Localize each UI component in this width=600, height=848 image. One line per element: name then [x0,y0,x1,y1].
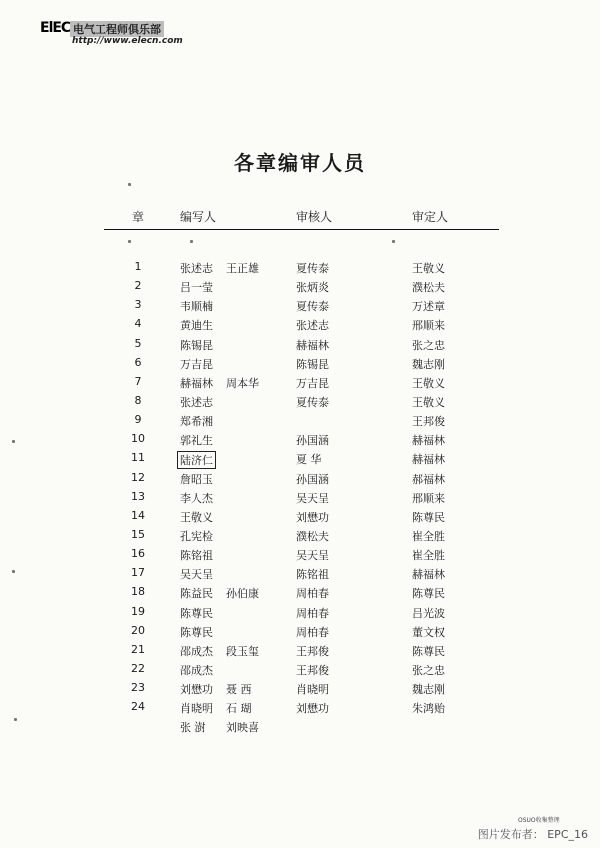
reviewer: 夏传泰 [296,395,329,409]
scan-speck [12,570,15,573]
table-row [0,624,600,643]
reviewer: 吴天呈 [296,491,329,505]
writer-primary: 陈益民 [180,587,213,601]
reviewer: 夏传泰 [296,300,329,314]
scan-speck [190,240,193,243]
table-row [0,279,600,298]
approver: 魏志刚 [412,683,445,697]
page-title: 各章编审人员 [234,151,366,175]
chapter-number: 16 [131,547,145,561]
chapter-number: 19 [131,604,145,618]
reviewer: 孙国涵 [296,472,329,486]
writer-primary: 邵成杰 [180,644,213,658]
reviewer: 周柏春 [296,606,329,620]
reviewer: 夏传泰 [296,262,329,275]
writer-primary: 孔宪检 [180,529,213,543]
header-rule [104,229,499,230]
approver: 邢顺来 [412,491,445,505]
writer-primary: 吕一莹 [180,281,213,295]
chapter-number: 3 [134,298,142,312]
reviewer: 肖晓明 [296,683,329,697]
table-row [0,337,600,356]
staff-table [0,260,600,739]
approver: 濮松夫 [412,281,445,295]
logo-url: http://www.elecn.com [72,36,183,46]
approver: 王敬义 [412,395,445,409]
header-chapter: 章 [132,210,145,224]
chapter-number: 17 [131,566,145,580]
table-row [0,643,600,662]
table-row [0,566,600,585]
reviewer: 陈锡昆 [296,357,329,371]
reviewer: 赫福林 [296,338,329,352]
writer-primary: 李人杰 [180,491,213,505]
table-row [0,260,600,279]
approver: 陈尊民 [412,510,445,524]
table-row [0,662,600,681]
writer-secondary: 刘映喜 [226,721,259,735]
header-reviewer: 审核人 [296,210,333,224]
reviewer: 张炳炎 [296,281,329,295]
reviewer: 濮松夫 [296,529,329,543]
writer-primary: 肖晓明 [180,702,213,716]
writer-primary: 陈铭祖 [180,549,213,563]
table-row [0,547,600,566]
writer-secondary: 石 瑚 [226,702,252,716]
writer-secondary: 王正雄 [226,262,259,275]
approver: 赫福林 [412,434,445,448]
table-row [0,394,600,413]
table-row [0,471,600,490]
approver: 万述章 [412,300,445,314]
table-row [0,356,600,375]
scan-speck [392,240,395,243]
table-row [0,490,600,509]
table-row [0,317,600,336]
chapter-number: 2 [134,279,142,293]
table-row [0,298,600,317]
writer-primary: 陈锡昆 [180,338,213,352]
chapter-number: 13 [131,489,145,503]
approver: 朱鸿贻 [412,702,445,716]
scan-speck [12,440,15,443]
chapter-number: 22 [131,661,145,675]
approver: 崔全胜 [412,529,445,543]
approver: 崔全胜 [412,549,445,563]
chapter-number: 1 [134,260,142,273]
table-row [0,528,600,547]
reviewer: 陈铭祖 [296,568,329,582]
table-row [0,585,600,604]
approver: 陈尊民 [412,644,445,658]
approver: 王敬义 [412,262,445,275]
writer-primary: 邵成杰 [180,663,213,677]
approver: 赫福林 [412,453,445,467]
writer-primary: 赫福林 [180,376,213,390]
approver: 董文权 [412,625,445,639]
approver: 张之忠 [412,338,445,352]
chapter-number: 10 [131,432,145,446]
reviewer: 刘懋功 [296,702,329,716]
chapter-number: 11 [131,451,145,465]
table-row [0,451,600,470]
scan-speck [128,183,131,186]
approver: 陈尊民 [412,587,445,601]
reviewer: 孙国涵 [296,434,329,448]
reviewer: 王邦俊 [296,663,329,677]
table-row [0,681,600,700]
approver: 张之忠 [412,663,445,677]
approver: 赫福林 [412,568,445,582]
reviewer: 夏 华 [296,453,322,467]
chapter-number: 6 [134,355,142,369]
table-row [0,432,600,451]
reviewer: 万吉昆 [296,376,329,390]
writer-secondary: 孙伯康 [226,587,259,601]
table-row [0,605,600,624]
writer-primary: 詹昭玉 [180,472,213,486]
scan-speck [14,718,17,721]
writer-primary: 陈尊民 [180,606,213,620]
reviewer: 周柏春 [296,587,329,601]
approver: 吕光波 [412,606,445,620]
chapter-number: 4 [134,317,142,331]
approver: 邢顺来 [412,319,445,333]
logo-site-name: 电气工程师俱乐部 [70,21,164,37]
writer-primary: 陈尊民 [180,625,213,639]
writer-secondary: 周本华 [226,376,259,390]
chapter-number: 23 [131,681,145,695]
chapter-number: 21 [131,642,145,656]
site-logo [40,18,220,50]
writer-secondary: 聂 西 [226,683,252,697]
reviewer: 王邦俊 [296,644,329,658]
reviewer: 周柏春 [296,625,329,639]
approver: 魏志刚 [412,357,445,371]
reviewer: 刘懋功 [296,510,329,524]
writer-primary: 刘懋功 [180,683,213,697]
writer-primary: 郑希湘 [180,415,213,429]
header-writer: 编写人 [180,210,217,224]
writer-primary: 万吉昆 [180,357,213,371]
collector-note: OSUO收集整理 [518,817,560,824]
scan-speck [128,240,131,243]
table-row [0,375,600,394]
chapter-number: 24 [131,700,145,714]
reviewer: 吴天呈 [296,549,329,563]
writer-primary: 张述志 [180,262,213,275]
writer-primary: 吴天呈 [180,568,213,582]
chapter-number: 12 [131,470,145,484]
table-row [0,700,600,719]
chapter-number: 20 [131,623,145,637]
chapter-number: 5 [134,336,142,350]
writer-primary: 张 澍 [180,721,206,735]
logo-mark: ElEC [40,20,71,36]
chapter-number: 18 [131,585,145,599]
publisher-note: 图片发布者： EPC_16 [477,828,588,841]
writer-primary: 韦顺楠 [180,300,213,314]
writer-primary: 黄迪生 [180,319,213,333]
approver: 王邦俊 [412,415,445,429]
reviewer: 张述志 [296,319,329,333]
writer-primary: 郭礼生 [180,434,213,448]
approver: 郝福林 [412,472,445,486]
chapter-number: 14 [131,508,145,522]
writer-primary: 张述志 [180,395,213,409]
writer-primary: 陆济仁 [177,451,216,469]
table-row [0,509,600,528]
table-row [0,413,600,432]
approver: 王敬义 [412,376,445,390]
chapter-number: 8 [134,393,142,407]
table-row [0,719,600,738]
writer-secondary: 段玉玺 [226,644,259,658]
chapter-number: 15 [131,527,145,541]
chapter-number: 9 [134,413,142,427]
writer-primary: 王敬义 [180,510,213,524]
chapter-number: 7 [134,374,142,388]
header-approver: 审定人 [412,210,449,224]
